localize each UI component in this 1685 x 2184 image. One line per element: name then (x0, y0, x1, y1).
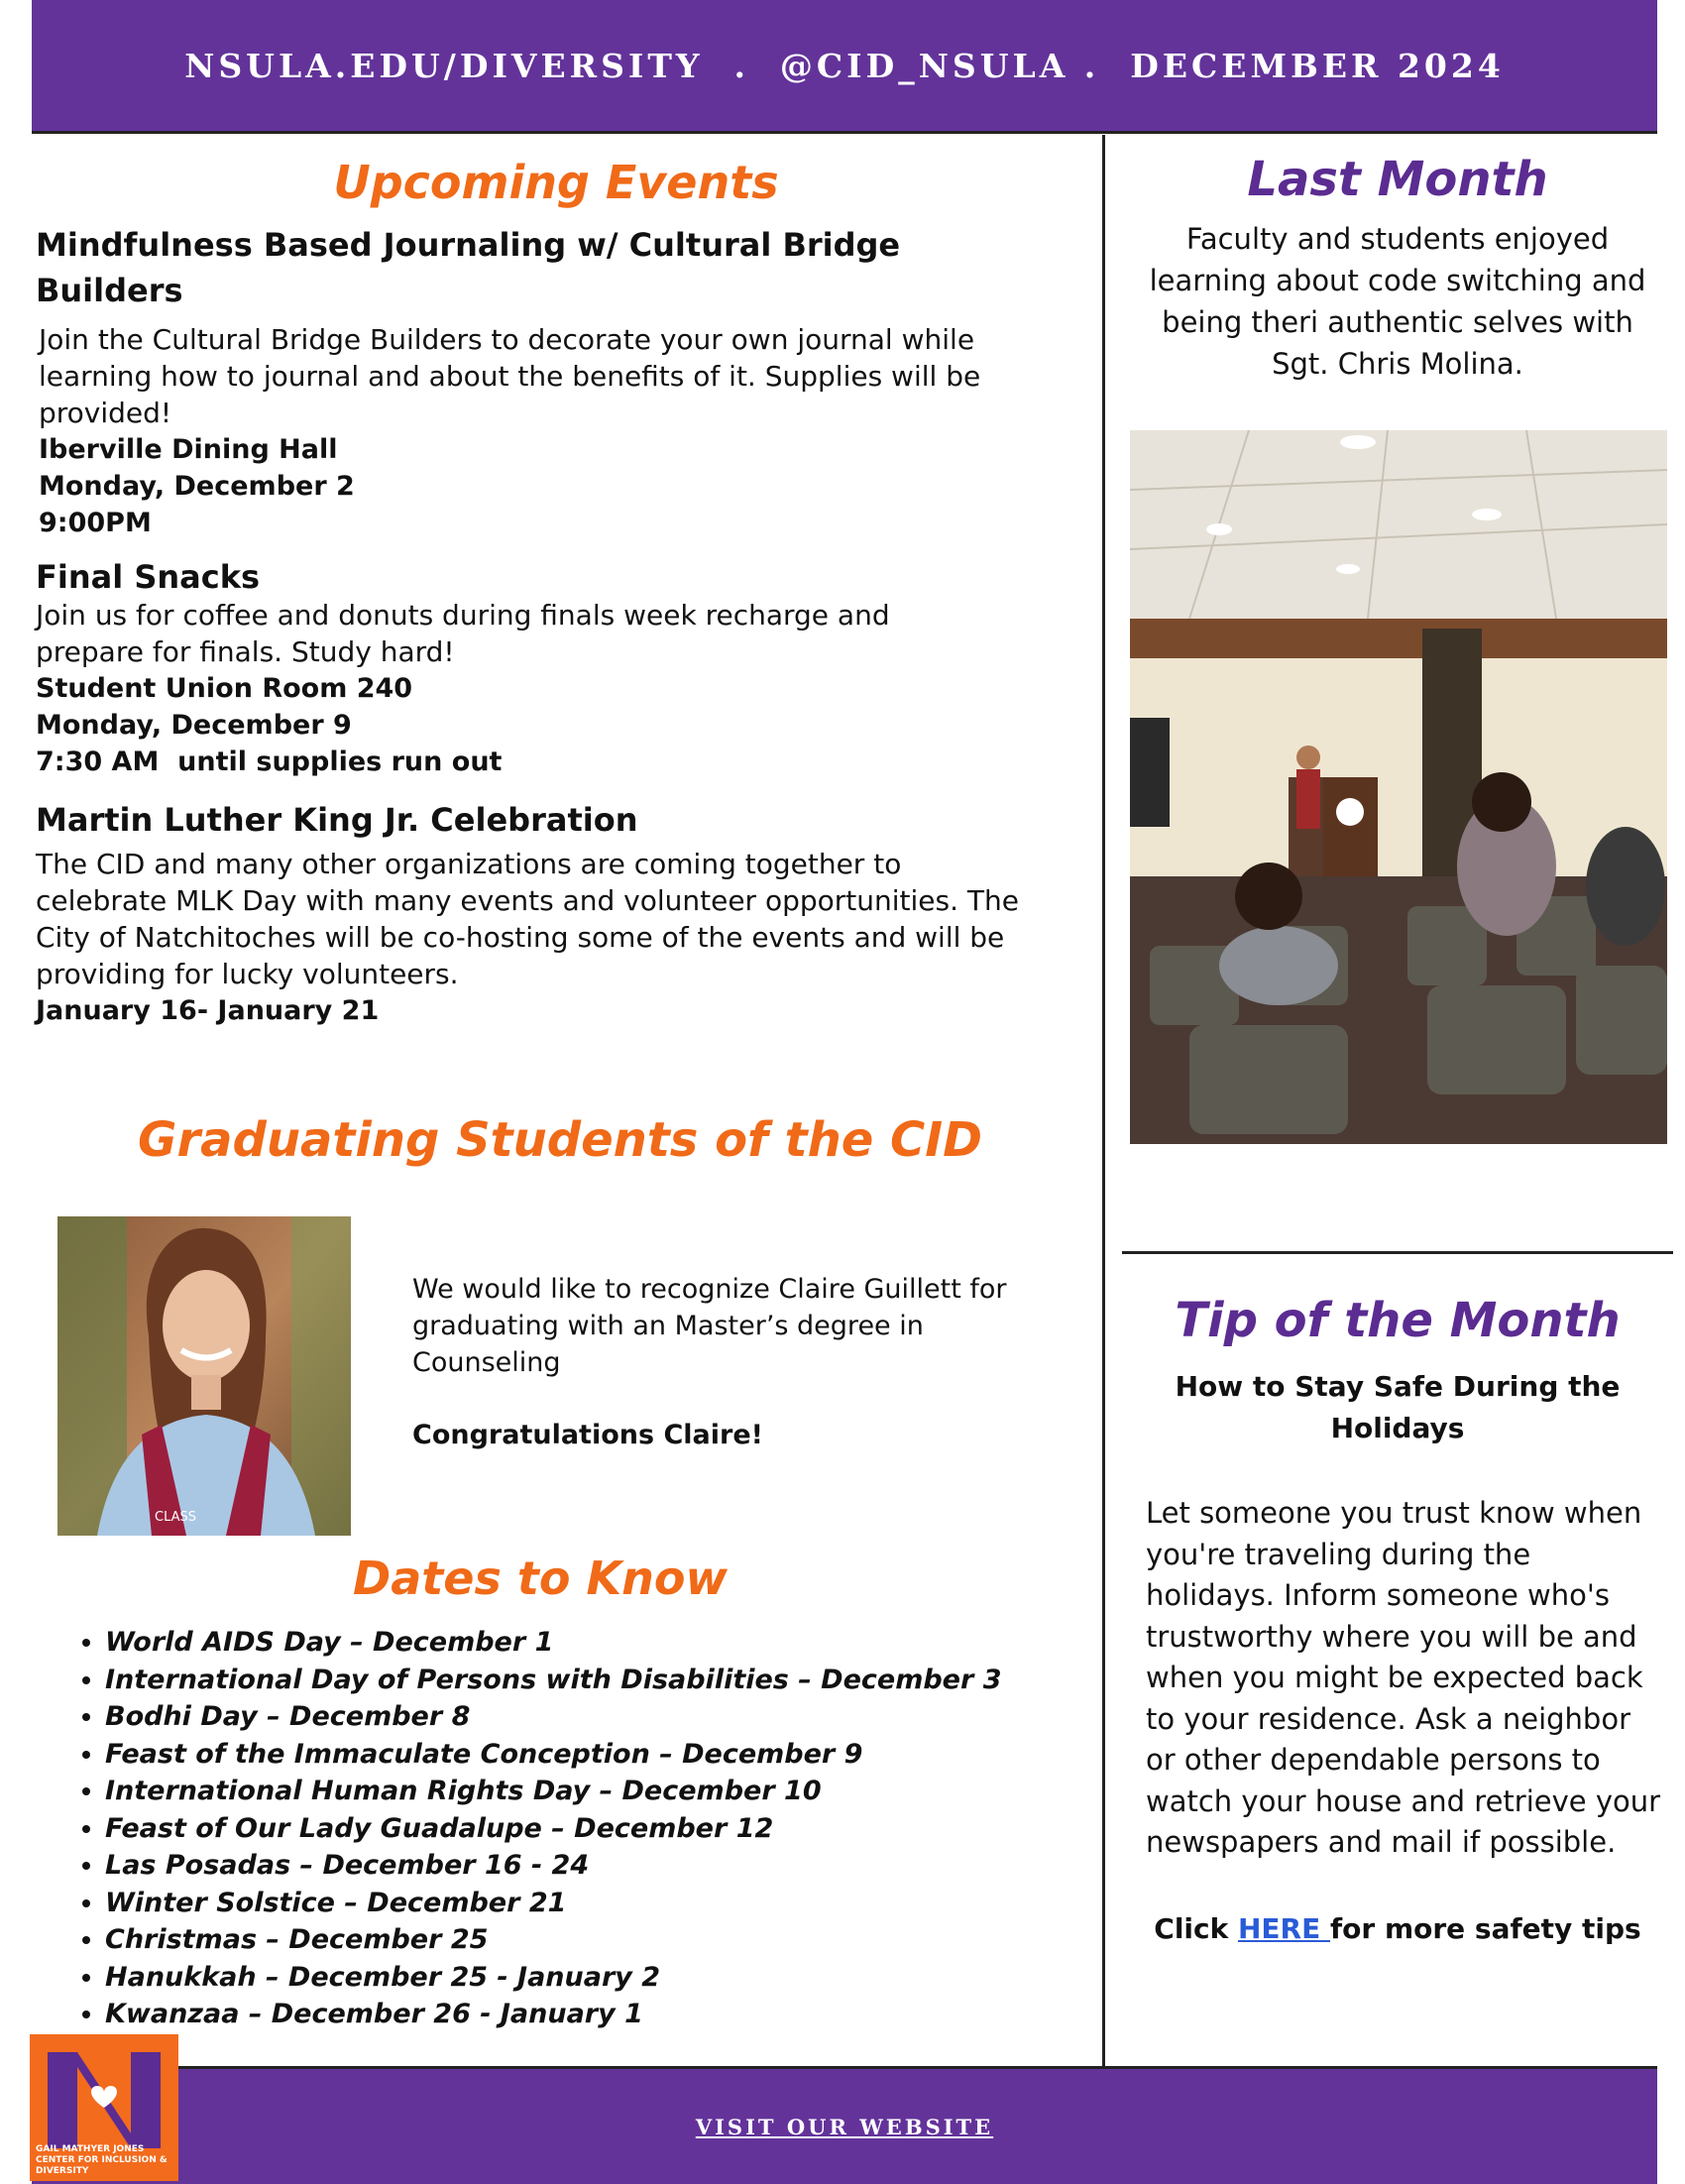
event-description: Join the Cultural Bridge Builders to decorate your own journal while learning how to journal and about the benefits of it. Supplies will be provided! (39, 323, 981, 429)
event-date: Monday, December 9 (36, 710, 352, 741)
sash-text: CLASS (155, 1510, 197, 1525)
cid-logo (30, 2034, 178, 2181)
graduating-text: We would like to recognize Claire Guillett for graduating with an Master’s degree in Counseling (412, 1274, 1007, 1378)
event-location: Student Union Room 240 (36, 673, 413, 704)
visit-website-link[interactable]: VISIT OUR WEBSITE (695, 2114, 994, 2139)
graduating-title: Graduating Students of the CID (138, 1112, 982, 1168)
graduating-text-block (412, 1271, 1057, 1453)
list-item: • Christmas – December 25 (105, 1921, 1156, 1959)
list-item: • Bodhi Day – December 8 (105, 1698, 1156, 1736)
list-item: • World AIDS Day – December 1 (105, 1624, 1156, 1662)
event-journaling (36, 222, 1076, 541)
dates-to-know-title: Dates to Know (353, 1552, 728, 1605)
event-time: 7:30 AM until supplies run out (36, 747, 503, 777)
list-item: • Feast of the Immaculate Conception – December 9 (105, 1736, 1156, 1774)
tip-body: Let someone you trust know when you're traveling during the holidays. Inform someone who's trustworthy where you will be and when you might be expected back to your residence. Ask a neighbor or other dependable persons to watch your house and retrieve your newspapers and mail if possible. (1146, 1496, 1661, 1859)
list-item: • Feast of Our Lady Guadalupe – December 12 (105, 1810, 1156, 1848)
last-month-text: Faculty and students enjoyed learning about code switching and being theri authentic selves with Sgt. Chris Molina. (1149, 222, 1646, 381)
event-description: The CID and many other organizations are coming together to celebrate MLK Day with many events and volunteer opportunities. The City of Natchitoches will be co-hosting some of the events and will be providing for lucky volunteers. (36, 848, 1019, 990)
event-date: Monday, December 2 (39, 471, 355, 502)
event-time: 9:00PM (39, 508, 152, 538)
congrats-text: Congratulations Claire! (412, 1420, 763, 1450)
event-final-snacks (36, 557, 1076, 780)
graduate-photo (57, 1216, 351, 1536)
tip-subtitle: How to Stay Safe During the Holidays (1175, 1370, 1621, 1444)
dates-list (36, 1624, 1156, 2033)
upcoming-events-title: Upcoming Events (333, 156, 779, 209)
tip-title: Tip of the Month (1175, 1293, 1621, 1348)
header-bar (32, 0, 1657, 134)
click-suffix: for more safety tips (1329, 1911, 1641, 1945)
list-item: • Hanukkah – December 25 - January 2 (105, 1959, 1156, 1997)
header-text: NSULA.EDU/DIVERSITY . @CID_NSULA . DECEMBER 2024 (184, 46, 1505, 85)
event-title: Final Snacks (36, 558, 261, 596)
graduate-photo-image (57, 1216, 351, 1536)
safety-tips-link[interactable]: HERE (1237, 1911, 1330, 1945)
last-month-section (1122, 147, 1673, 385)
list-item: • International Day of Persons with Disabilities – December 3 (105, 1662, 1156, 1699)
event-title: Martin Luther King Jr. Celebration (36, 801, 638, 839)
event-title: Mindfulness Based Journaling w/ Cultural Bridge Builders (36, 226, 901, 309)
event-location: Iberville Dining Hall (39, 434, 338, 465)
click-prefix: Click (1154, 1911, 1238, 1945)
event-date: January 16- January 21 (36, 995, 380, 1026)
list-item: • Las Posadas – December 16 - 24 (105, 1847, 1156, 1885)
tip-click-line (1122, 1909, 1673, 1949)
left-column (36, 151, 1076, 1029)
event-photo (1130, 430, 1667, 1144)
event-mlk (36, 798, 1076, 1029)
footer-bar (32, 2066, 1657, 2184)
last-month-title: Last Month (1247, 152, 1548, 207)
tip-section (1122, 1287, 1673, 1949)
logo-caption: GAIL MATHYER JONES CENTER FOR INCLUSION & DIVERSITY (36, 2144, 168, 2176)
list-item: • International Human Rights Day – December 10 (105, 1773, 1156, 1810)
list-item: • Kwanzaa – December 26 - January 1 (105, 1996, 1156, 2033)
event-description: Join us for coffee and donuts during finals week recharge and prepare for finals. Study hard! (36, 599, 890, 668)
event-photo-image (1130, 430, 1667, 1144)
list-item: • Winter Solstice – December 21 (105, 1885, 1156, 1922)
right-section-divider (1122, 1251, 1673, 1254)
